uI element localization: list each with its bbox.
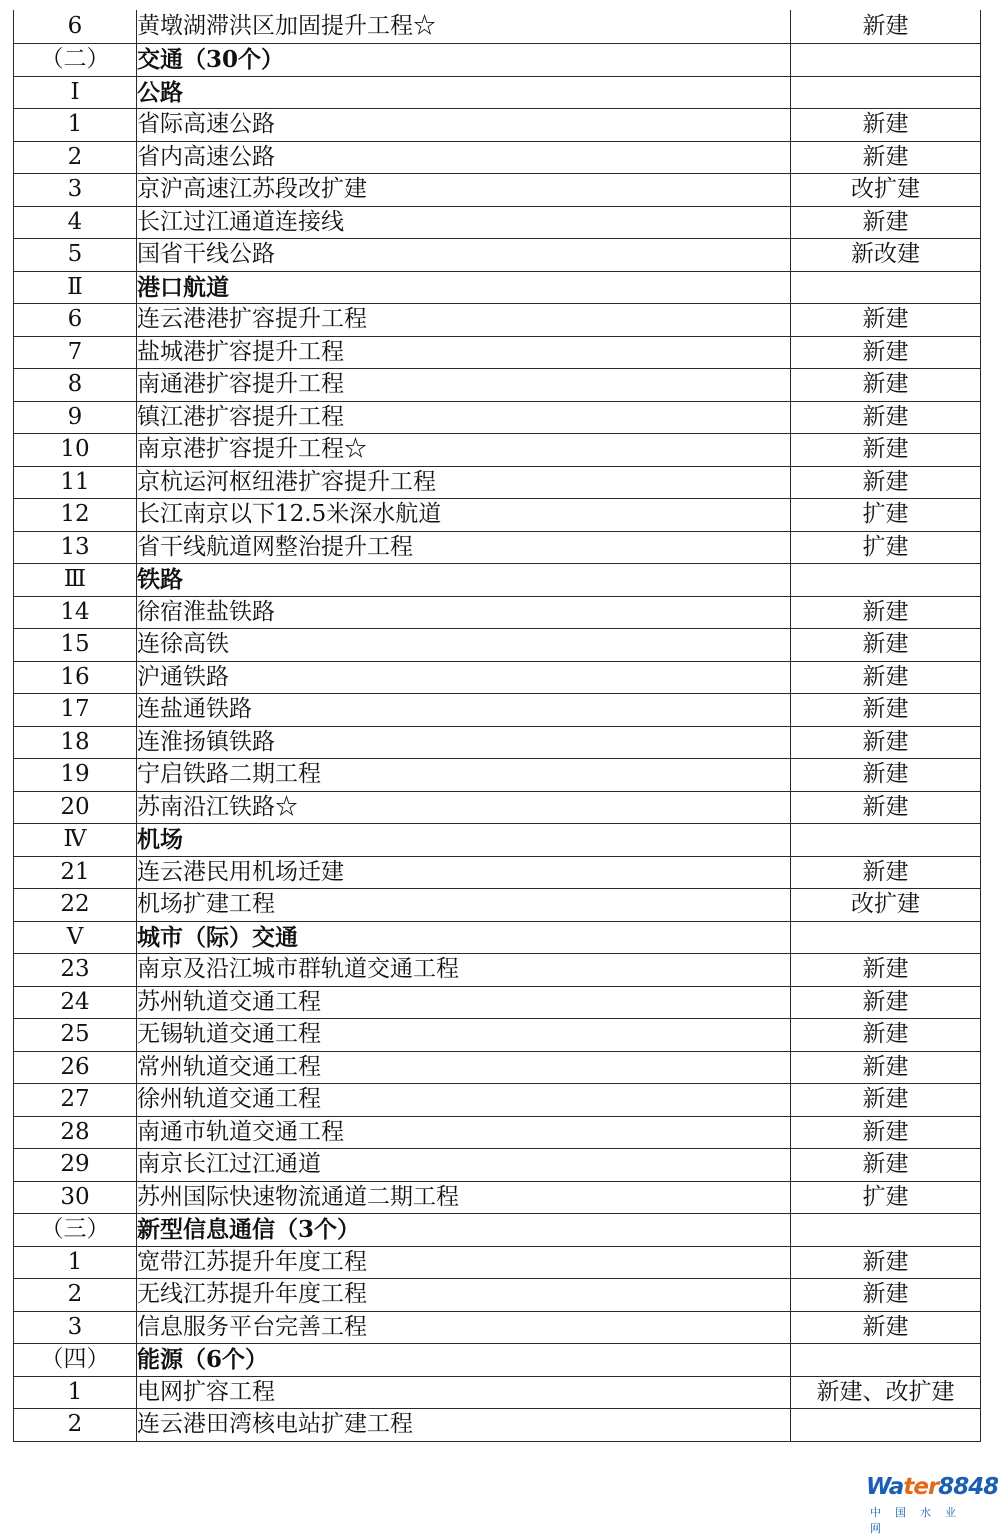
table-row [14,1181,981,1214]
row-type-cell: 新建 [791,1149,981,1182]
row-index-cell: 1 [14,1246,137,1279]
row-name-cell: 长江过江通道连接线 [137,206,791,239]
row-name-cell: 盐城港扩容提升工程 [137,336,791,369]
table-row [14,986,981,1019]
row-type-cell: 新建 [791,206,981,239]
table-row [14,499,981,532]
watermark-brand-b: ter [903,1474,939,1500]
section-header-row [14,564,981,597]
row-type-cell: 新建 [791,466,981,499]
row-index-cell: 27 [14,1084,137,1117]
row-index-cell: 29 [14,1149,137,1182]
table-row [14,661,981,694]
table-row [14,596,981,629]
row-type-cell: 扩建 [791,1181,981,1214]
row-name-cell: 沪通铁路 [137,661,791,694]
table-row [14,206,981,239]
table-row [14,1311,981,1344]
watermark-subtitle: 中国水业网 [870,1506,970,1535]
row-type-cell: 新建 [791,629,981,662]
table-row [14,466,981,499]
row-type-cell: 新建 [791,726,981,759]
row-type-cell [791,824,981,857]
table-row [14,434,981,467]
section-header-row [14,76,981,109]
row-index-cell: 24 [14,986,137,1019]
row-type-cell [791,564,981,597]
row-name-cell: 连云港田湾核电站扩建工程 [137,1409,791,1442]
row-name-cell: 电网扩容工程 [137,1376,791,1409]
section-header-row [14,271,981,304]
row-type-cell: 改扩建 [791,889,981,922]
table-row [14,304,981,337]
row-index-cell: 23 [14,954,137,987]
row-name-cell: 南京长江过江通道 [137,1149,791,1182]
row-name-cell: 黄墩湖滞洪区加固提升工程☆ [137,10,791,44]
table-row [14,109,981,142]
row-name-cell: 铁路 [137,564,791,597]
row-name-cell: 港口航道 [137,271,791,304]
row-index-cell: 21 [14,856,137,889]
row-index-cell: 2 [14,1409,137,1442]
row-type-cell [791,76,981,109]
row-type-cell: 新建 [791,109,981,142]
row-index-cell: 18 [14,726,137,759]
section-header-row [14,921,981,954]
row-type-cell: 新建 [791,596,981,629]
table-row [14,369,981,402]
row-name-cell: 京杭运河枢纽港扩容提升工程 [137,466,791,499]
row-type-cell: 新建 [791,1116,981,1149]
row-type-cell: 新建 [791,1246,981,1279]
table-row [14,629,981,662]
row-index-cell: 17 [14,694,137,727]
table-row [14,1149,981,1182]
row-type-cell: 新建 [791,694,981,727]
row-index-cell: （四） [14,1344,137,1377]
row-index-cell: 5 [14,239,137,272]
row-index-cell: 22 [14,889,137,922]
table-row [14,1279,981,1312]
watermark-brand-c: 8848 [938,1474,998,1500]
row-type-cell: 新建 [791,759,981,792]
row-name-cell: 连云港民用机场迁建 [137,856,791,889]
row-type-cell: 新建 [791,856,981,889]
table-row [14,1376,981,1409]
row-name-cell: 苏州国际快速物流通道二期工程 [137,1181,791,1214]
row-index-cell: 12 [14,499,137,532]
row-index-cell: Ⅰ [14,76,137,109]
table-row [14,531,981,564]
row-index-cell: 7 [14,336,137,369]
row-type-cell: 新建 [791,1019,981,1052]
row-name-cell: 连盐通铁路 [137,694,791,727]
row-index-cell: 25 [14,1019,137,1052]
row-name-cell: 国省干线公路 [137,239,791,272]
row-type-cell: 新建 [791,401,981,434]
row-name-cell: 省内高速公路 [137,141,791,174]
row-name-cell: 新型信息通信（3个） [137,1214,791,1247]
table-row [14,239,981,272]
site-watermark [860,1474,998,1535]
row-index-cell: 9 [14,401,137,434]
row-type-cell: 新建 [791,954,981,987]
row-name-cell: 长江南京以下12.5米深水航道 [137,499,791,532]
table-row [14,726,981,759]
row-type-cell [791,271,981,304]
row-name-cell: 南京港扩容提升工程☆ [137,434,791,467]
row-index-cell: 14 [14,596,137,629]
row-index-cell: 28 [14,1116,137,1149]
row-type-cell: 新建 [791,1311,981,1344]
table-row [14,889,981,922]
row-type-cell: 改扩建 [791,174,981,207]
row-index-cell: 19 [14,759,137,792]
row-name-cell: 连淮扬镇铁路 [137,726,791,759]
row-type-cell: 新建 [791,1279,981,1312]
row-type-cell: 新建 [791,141,981,174]
row-name-cell: 南通港扩容提升工程 [137,369,791,402]
table-row [14,10,981,44]
row-name-cell: 徐州轨道交通工程 [137,1084,791,1117]
row-index-cell: 13 [14,531,137,564]
row-name-cell: 信息服务平台完善工程 [137,1311,791,1344]
row-name-cell: 南京及沿江城市群轨道交通工程 [137,954,791,987]
row-index-cell: 16 [14,661,137,694]
row-name-cell: 无锡轨道交通工程 [137,1019,791,1052]
row-name-cell: 公路 [137,76,791,109]
row-index-cell: 8 [14,369,137,402]
row-index-cell: 4 [14,206,137,239]
row-index-cell: Ⅴ [14,921,137,954]
row-name-cell: 徐宿淮盐铁路 [137,596,791,629]
row-name-cell: 连云港港扩容提升工程 [137,304,791,337]
row-name-cell: 南通市轨道交通工程 [137,1116,791,1149]
row-type-cell [791,921,981,954]
row-type-cell: 新建 [791,369,981,402]
table-row [14,401,981,434]
row-name-cell: 交通（30个） [137,44,791,77]
row-index-cell: 6 [14,10,137,44]
row-type-cell: 新建 [791,10,981,44]
row-name-cell: 无线江苏提升年度工程 [137,1279,791,1312]
table-row [14,856,981,889]
row-index-cell: 3 [14,1311,137,1344]
row-type-cell: 新建 [791,661,981,694]
table-row [14,336,981,369]
row-index-cell: 3 [14,174,137,207]
watermark-brand-a: Wa [866,1474,904,1500]
row-type-cell: 新改建 [791,239,981,272]
section-header-row [14,824,981,857]
row-name-cell: 城市（际）交通 [137,921,791,954]
row-name-cell: 苏南沿江铁路☆ [137,791,791,824]
row-type-cell: 新建 [791,986,981,1019]
row-index-cell: （三） [14,1214,137,1247]
row-index-cell: Ⅱ [14,271,137,304]
row-type-cell [791,1409,981,1442]
section-header-row [14,1344,981,1377]
row-type-cell: 新建、改扩建 [791,1376,981,1409]
row-name-cell: 镇江港扩容提升工程 [137,401,791,434]
row-index-cell: 26 [14,1051,137,1084]
row-name-cell: 省干线航道网整治提升工程 [137,531,791,564]
row-type-cell: 扩建 [791,499,981,532]
row-name-cell: 连徐高铁 [137,629,791,662]
row-name-cell: 苏州轨道交通工程 [137,986,791,1019]
table-row [14,1409,981,1442]
table-row [14,1084,981,1117]
row-index-cell: 10 [14,434,137,467]
row-index-cell: （二） [14,44,137,77]
table-row [14,174,981,207]
section-header-row [14,44,981,77]
row-name-cell: 常州轨道交通工程 [137,1051,791,1084]
table-row [14,954,981,987]
row-index-cell: 30 [14,1181,137,1214]
row-name-cell: 宽带江苏提升年度工程 [137,1246,791,1279]
table-row [14,1019,981,1052]
table-row [14,1116,981,1149]
row-index-cell: 15 [14,629,137,662]
row-index-cell: 6 [14,304,137,337]
table-row [14,1051,981,1084]
row-index-cell: 11 [14,466,137,499]
row-type-cell: 新建 [791,336,981,369]
row-name-cell: 省际高速公路 [137,109,791,142]
row-index-cell: Ⅳ [14,824,137,857]
row-type-cell [791,1214,981,1247]
row-type-cell [791,44,981,77]
watermark-logo [866,1474,998,1500]
table-row [14,759,981,792]
table-row [14,791,981,824]
row-name-cell: 机场 [137,824,791,857]
row-index-cell: 1 [14,1376,137,1409]
row-index-cell: Ⅲ [14,564,137,597]
row-type-cell: 新建 [791,791,981,824]
row-name-cell: 宁启铁路二期工程 [137,759,791,792]
row-index-cell: 2 [14,1279,137,1312]
row-type-cell: 扩建 [791,531,981,564]
row-type-cell: 新建 [791,1051,981,1084]
row-type-cell [791,1344,981,1377]
project-table [13,10,981,1442]
row-type-cell: 新建 [791,304,981,337]
row-index-cell: 2 [14,141,137,174]
row-name-cell: 机场扩建工程 [137,889,791,922]
table-row [14,694,981,727]
table-row [14,1246,981,1279]
row-type-cell: 新建 [791,434,981,467]
section-header-row [14,1214,981,1247]
row-index-cell: 20 [14,791,137,824]
row-index-cell: 1 [14,109,137,142]
row-type-cell: 新建 [791,1084,981,1117]
row-name-cell: 京沪高速江苏段改扩建 [137,174,791,207]
row-name-cell: 能源（6个） [137,1344,791,1377]
table-row [14,141,981,174]
